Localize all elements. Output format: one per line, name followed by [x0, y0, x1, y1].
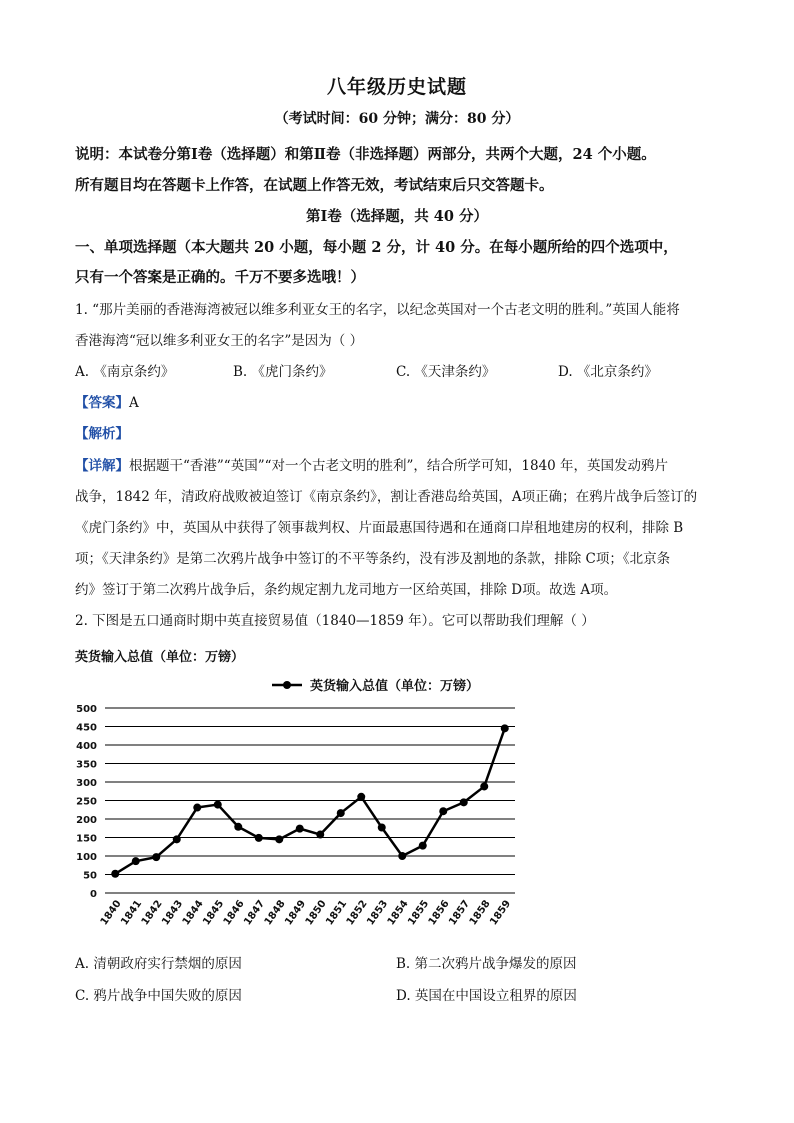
x-tick-label: 1857 [447, 898, 473, 928]
instructions-line-2: 所有题目均在答题卡上作答，在试题上作答无效，考试结束后只交答题卡。 [75, 177, 554, 194]
q2-option-a: A. 清朝政府实行禁烟的原因 [75, 956, 242, 972]
q1-detail-line-4: 项；《天津条约》是第二次鸦片战争中签订的不平等条约，没有涉及割地的条款，排除 C项；《北京条 [75, 551, 671, 567]
x-tick-label: 1840 [98, 898, 124, 928]
data-point [173, 835, 181, 843]
line-chart-svg [60, 640, 540, 945]
data-point [132, 857, 140, 865]
series-points [111, 724, 509, 877]
x-tick-label: 1848 [262, 898, 288, 928]
detail-text-1: 根据题干“香港”“英国”“对一个古老文明的胜利”，结合所学可知，1840 年，英国发动鸦片 [129, 458, 669, 474]
x-tick-label: 1843 [160, 898, 186, 928]
q1-option-b: B. 《虎门条约》 [233, 364, 333, 380]
data-point [275, 835, 283, 843]
legend-label: 英货输入总值（单位：万镑） [310, 679, 480, 694]
y-axis-ticks [76, 704, 97, 900]
x-tick-label: 1855 [406, 898, 432, 928]
x-tick-label: 1858 [467, 898, 493, 928]
answer-value: A [129, 395, 139, 411]
data-point [460, 798, 468, 806]
y-tick-label: 400 [76, 741, 97, 752]
data-point [337, 809, 345, 817]
q1-answer [75, 391, 139, 411]
data-point [234, 823, 242, 831]
data-point [439, 807, 447, 815]
q1-analysis [75, 422, 129, 442]
exam-time-info: （考试时间：60 分钟；满分：80 分） [274, 111, 520, 127]
x-tick-label: 1850 [303, 898, 329, 928]
data-point [398, 852, 406, 860]
data-point [378, 824, 386, 832]
data-point [419, 842, 427, 850]
y-tick-label: 450 [76, 722, 97, 734]
y-tick-label: 250 [76, 796, 97, 808]
data-point [111, 870, 119, 878]
x-tick-label: 1845 [201, 898, 227, 928]
q1-option-a: A. 《南京条约》 [75, 364, 175, 380]
section-heading: 第Ⅰ卷（选择题，共 40 分） [305, 208, 489, 225]
series-line-path [115, 728, 505, 873]
x-axis-ticks [99, 898, 513, 927]
legend-marker [283, 681, 291, 689]
part-heading-line-2: 只有一个答案是正确的。千万不要多选哦！） [75, 269, 365, 286]
y-tick-label: 300 [76, 778, 97, 789]
y-tick-label: 500 [76, 704, 97, 715]
q1-detail-line-5: 约》签订于第二次鸦片战争后，条约规定割九龙司地方一区给英国，排除 D项。故选 A项。 [75, 582, 618, 598]
x-tick-label: 1854 [385, 898, 411, 928]
data-point [480, 782, 488, 790]
x-tick-label: 1852 [344, 898, 370, 928]
x-tick-label: 1842 [139, 898, 165, 928]
data-point [255, 834, 263, 842]
data-point [316, 831, 324, 839]
y-tick-label: 100 [76, 852, 97, 863]
data-point [193, 804, 201, 812]
analysis-tag: 【解析】 [75, 426, 129, 442]
x-tick-label: 1847 [242, 898, 268, 928]
gridlines [105, 708, 515, 893]
x-tick-label: 1844 [180, 898, 206, 928]
data-point [357, 793, 365, 801]
q1-stem-line-1: 1. “那片美丽的香港海湾被冠以维多利亚女王的名字，以纪念英国对一个古老文明的胜利。”英国人能将 [75, 302, 680, 318]
data-point [152, 853, 160, 861]
q1-detail-line-1 [75, 454, 668, 474]
q2-option-d: D. 英国在中国设立租界的原因 [396, 988, 577, 1004]
q1-detail-line-3: 《虎门条约》中，英国从中获得了领事裁判权、片面最惠国待遇和在通商口岸租地建房的权利，排除 B [75, 520, 684, 536]
instructions-line-1: 说明：本试卷分第Ⅰ卷（选择题）和第Ⅱ卷（非选择题）两部分，共两个大题，24 个小题。 [75, 146, 656, 163]
y-tick-label: 50 [83, 870, 97, 882]
y-tick-label: 150 [76, 833, 97, 845]
q2-stem: 2. 下图是五口通商时期中英直接贸易值（1840—1859 年）。它可以帮助我们理解（ ） [75, 613, 595, 629]
y-tick-label: 200 [76, 815, 97, 826]
x-tick-label: 1846 [221, 898, 247, 928]
q1-stem-line-2: 香港海湾“冠以维多利亚女王的名字”是因为（ ） [75, 333, 364, 349]
answer-tag: 【答案】 [75, 395, 129, 411]
y-tick-label: 0 [90, 889, 97, 900]
chart-title: 英货输入总值（单位：万镑） [75, 650, 245, 665]
data-point [501, 724, 509, 732]
chart-legend [272, 678, 479, 694]
part-heading-line-1: 一、单项选择题（本大题共 20 小题，每小题 2 分，计 40 分。在每小题所给的四个选项中， [75, 239, 678, 256]
q1-option-d: D. 《北京条约》 [558, 364, 658, 380]
trade-value-chart [60, 640, 540, 945]
q2-option-c: C. 鸦片战争中国失败的原因 [75, 988, 242, 1004]
x-tick-label: 1856 [426, 898, 452, 928]
detail-tag: 【详解】 [75, 458, 129, 474]
x-tick-label: 1851 [324, 898, 350, 928]
series-line [115, 728, 505, 873]
x-tick-label: 1841 [119, 898, 145, 928]
x-tick-label: 1853 [365, 898, 391, 928]
q1-detail-line-2: 战争，1842 年，清政府战败被迫签订《南京条约》，割让香港岛给英国，A项正确；在鸦片战争后签订的 [75, 489, 698, 505]
x-tick-label: 1859 [488, 898, 514, 928]
data-point [296, 825, 304, 833]
q2-option-b: B. 第二次鸦片战争爆发的原因 [396, 956, 577, 972]
y-tick-label: 350 [76, 759, 97, 771]
q1-option-c: C. 《天津条约》 [396, 364, 496, 380]
x-tick-label: 1849 [283, 898, 309, 928]
data-point [214, 801, 222, 809]
page-title: 八年级历史试题 [326, 76, 467, 98]
